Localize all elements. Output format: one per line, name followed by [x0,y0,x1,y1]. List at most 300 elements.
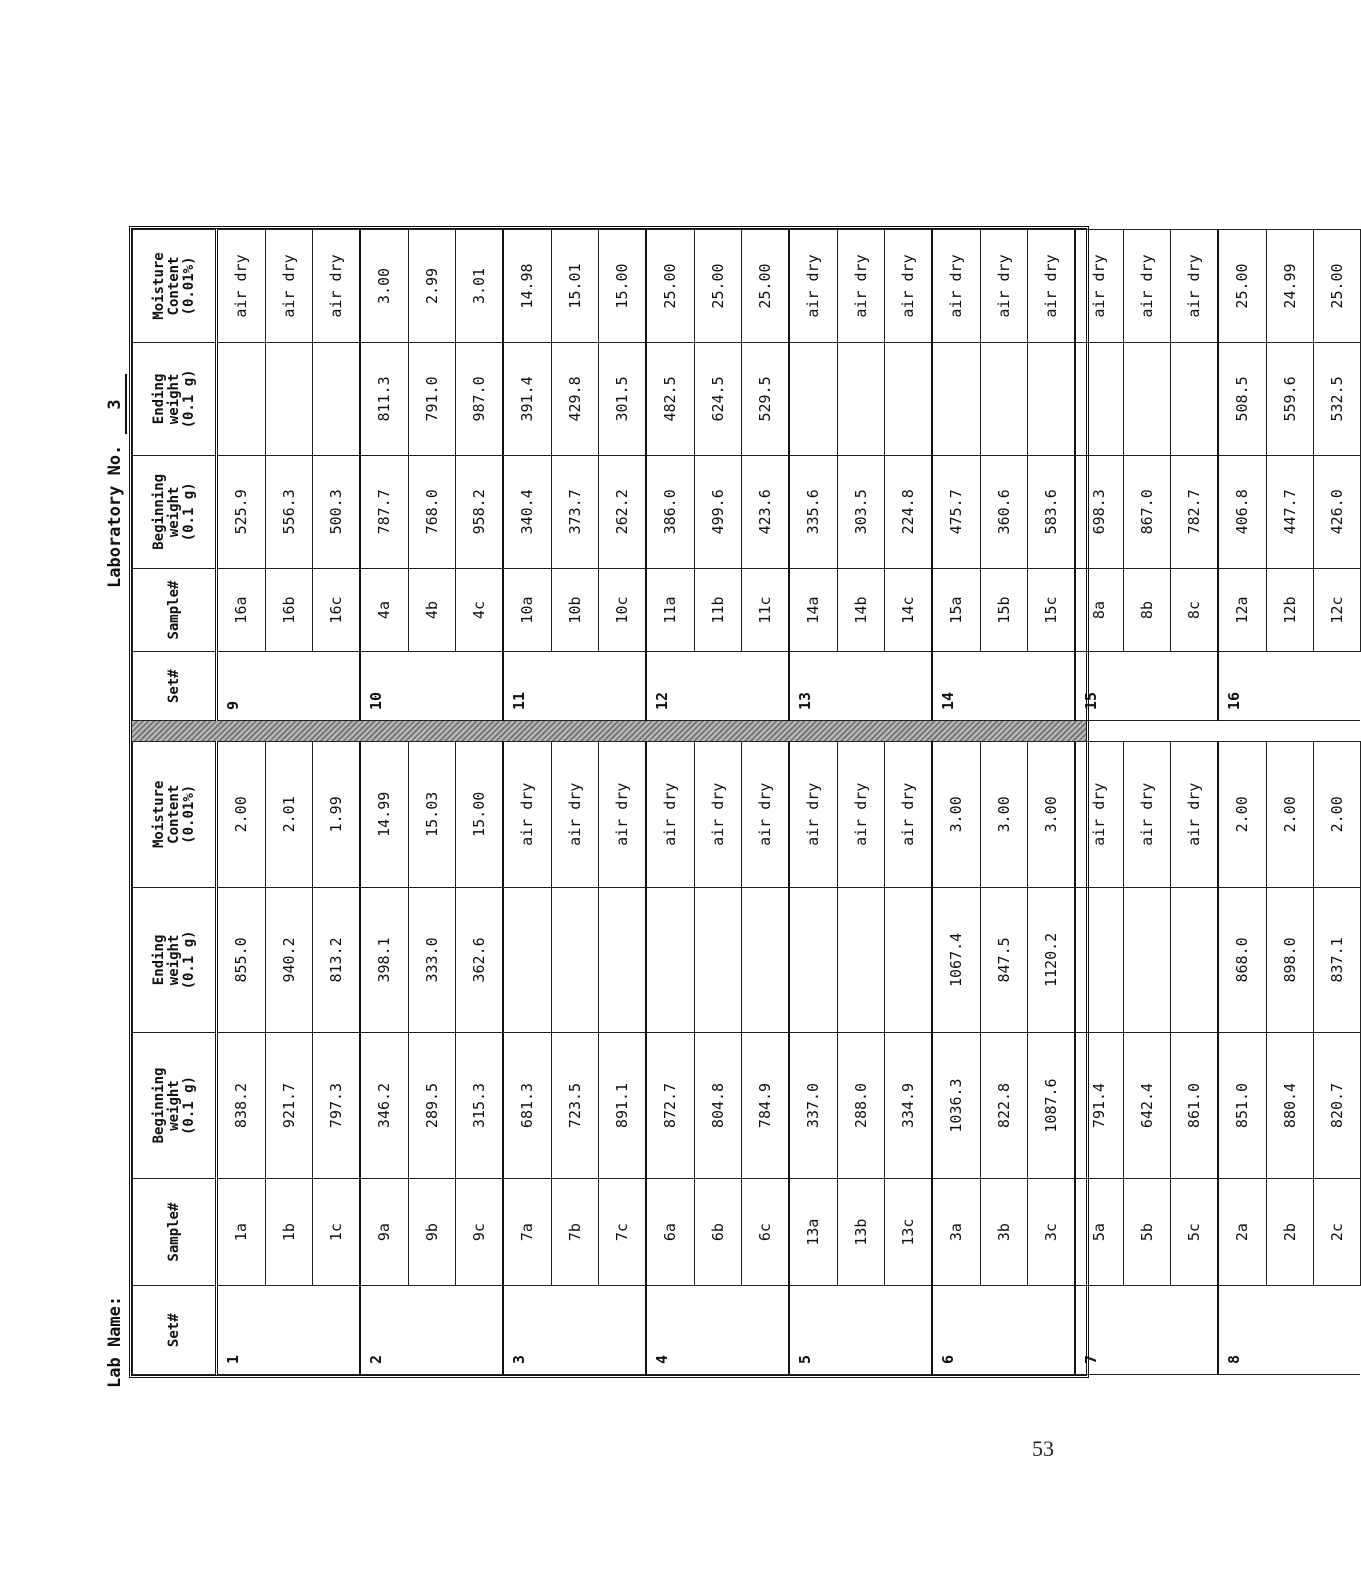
ending-weight-cell: 868.0 [1218,887,1266,1033]
table-row [598,230,646,721]
col-header-line: Ending [150,373,167,425]
set-number-cell: 10 [360,652,408,721]
ending-weight-cell: 837.1 [1313,887,1360,1033]
moisture-cell: 14.99 [360,742,408,888]
col-header-beginning [133,455,217,568]
set-number-cell: 12 [646,652,694,721]
table-row [1123,230,1170,721]
ending-weight-cell: 559.6 [1266,342,1313,455]
ending-weight-cell: 532.5 [1313,342,1360,455]
set-number-cell: 4 [646,1286,694,1375]
col-header-sample: Sample# [133,1178,217,1286]
set-number-cell [455,1286,503,1375]
ending-weight-cell [551,887,598,1033]
sample-cell: 5b [1123,1178,1170,1286]
table-row [1266,230,1313,721]
ending-weight-cell [265,342,312,455]
sample-cell: 6a [646,1178,694,1286]
sample-cell: 7c [598,1178,646,1286]
col-header-set: Set# [133,652,217,721]
beginning-weight-cell: 642.4 [1123,1033,1170,1179]
moisture-cell: air dry [884,230,932,343]
moisture-cell: air dry [980,230,1027,343]
table-row [1218,742,1266,1375]
sample-cell: 14c [884,568,932,651]
set-number-cell [884,652,932,721]
sample-cell: 10a [503,568,551,651]
set-number-cell: 14 [932,652,980,721]
beginning-weight-cell: 820.7 [1313,1033,1360,1179]
moisture-cell: air dry [837,230,884,343]
sample-cell: 4a [360,568,408,651]
set-number-cell [265,1286,312,1375]
table-row [360,742,408,1375]
set-number-cell [694,1286,741,1375]
beginning-weight-cell: 289.5 [408,1033,455,1179]
sample-cell: 16a [217,568,266,651]
set-number-cell [1313,1286,1360,1375]
sample-cell: 8b [1123,568,1170,651]
ending-weight-cell [217,342,266,455]
sample-cell: 2b [1266,1178,1313,1286]
table-row [837,742,884,1375]
table-row [741,230,789,721]
beginning-weight-cell: 804.8 [694,1033,741,1179]
beginning-weight-cell: 447.7 [1266,455,1313,568]
moisture-cell: air dry [884,742,932,888]
set-number-cell: 8 [1218,1286,1266,1375]
table-row [551,742,598,1375]
table-row [455,742,503,1375]
ending-weight-cell: 482.5 [646,342,694,455]
table-row [1170,230,1218,721]
set-number-cell: 6 [932,1286,980,1375]
set-number-cell [1027,652,1075,721]
moisture-cell: air dry [741,742,789,888]
beginning-weight-cell: 787.7 [360,455,408,568]
table-row [1313,742,1360,1375]
sample-cell: 13b [837,1178,884,1286]
sample-cell: 16c [312,568,360,651]
beginning-weight-cell: 698.3 [1075,455,1123,568]
moisture-cell: 3.00 [932,742,980,888]
sample-cell: 15b [980,568,1027,651]
sample-cell: 16b [265,568,312,651]
table-row [312,230,360,721]
col-header-ending [133,887,217,1033]
moisture-cell: air dry [598,742,646,888]
table-row [789,742,837,1375]
ending-weight-cell [1170,342,1218,455]
ending-weight-cell: 811.3 [360,342,408,455]
ending-weight-cell [598,887,646,1033]
set-number-cell [1266,1286,1313,1375]
ending-weight-cell [980,342,1027,455]
ending-weight-cell: 1067.4 [932,887,980,1033]
sample-cell: 5a [1075,1178,1123,1286]
beginning-weight-cell: 360.6 [980,455,1027,568]
col-header-line: weight [165,1080,182,1131]
moisture-cell: 3.00 [360,230,408,343]
beginning-weight-cell: 500.3 [312,455,360,568]
ending-weight-cell [1075,342,1123,455]
sample-cell: 5c [1170,1178,1218,1286]
col-header-ending [133,342,217,455]
set-number-cell [837,652,884,721]
table-row [980,230,1027,721]
moisture-cell: air dry [789,230,837,343]
sample-cell: 4c [455,568,503,651]
beginning-weight-cell: 1087.6 [1027,1033,1075,1179]
set-number-cell [741,652,789,721]
ending-weight-cell [884,887,932,1033]
beginning-weight-cell: 861.0 [1170,1033,1218,1179]
laboratory-number [105,374,127,588]
beginning-weight-cell: 406.8 [1218,455,1266,568]
col-header-line: (0.1 g) [180,369,197,429]
col-header-line: Ending [150,934,167,986]
set-number-cell [408,652,455,721]
beginning-weight-cell: 822.8 [980,1033,1027,1179]
table-row [1170,742,1218,1375]
moisture-cell: air dry [312,230,360,343]
sample-cell: 3c [1027,1178,1075,1286]
set-number-cell [694,652,741,721]
set-number-cell [598,652,646,721]
sample-cell: 11c [741,568,789,651]
moisture-cell: air dry [694,742,741,888]
ending-weight-cell [694,887,741,1033]
col-header-line: (0.01%) [180,784,197,844]
beginning-weight-cell: 681.3 [503,1033,551,1179]
moisture-cell: 1.99 [312,742,360,888]
ending-weight-cell: 301.5 [598,342,646,455]
table-row [408,742,455,1375]
beginning-weight-cell: 423.6 [741,455,789,568]
beginning-weight-cell: 1036.3 [932,1033,980,1179]
col-header-line: weight [165,486,182,538]
table-row [884,742,932,1375]
table-row [1266,742,1313,1375]
table-row [1027,230,1075,721]
table-row [646,230,694,721]
ending-weight-cell: 813.2 [312,887,360,1033]
set-number-cell: 13 [789,652,837,721]
table-row [408,230,455,721]
sample-cell: 13a [789,1178,837,1286]
moisture-cell: 24.99 [1266,230,1313,343]
table-row [932,230,980,721]
beginning-weight-cell: 340.4 [503,455,551,568]
beginning-weight-cell: 346.2 [360,1033,408,1179]
ending-weight-cell [312,342,360,455]
ending-weight-cell: 529.5 [741,342,789,455]
ending-weight-cell: 1120.2 [1027,887,1075,1033]
right-table [132,229,1361,721]
sample-cell: 4b [408,568,455,651]
left-table [132,741,1361,1375]
ending-weight-cell [837,887,884,1033]
sample-cell: 6c [741,1178,789,1286]
sample-cell: 2a [1218,1178,1266,1286]
set-number-cell [1123,652,1170,721]
beginning-weight-cell: 880.4 [1266,1033,1313,1179]
beginning-weight-cell: 583.6 [1027,455,1075,568]
ending-weight-cell [1123,342,1170,455]
set-number-cell [312,652,360,721]
beginning-weight-cell: 797.3 [312,1033,360,1179]
beginning-weight-cell: 851.0 [1218,1033,1266,1179]
ending-weight-cell: 333.0 [408,887,455,1033]
table-row [1027,742,1075,1375]
set-number-cell [1170,1286,1218,1375]
set-number-cell [265,652,312,721]
table-row [455,230,503,721]
beginning-weight-cell: 288.0 [837,1033,884,1179]
moisture-cell: air dry [1170,742,1218,888]
moisture-cell: air dry [1170,230,1218,343]
beginning-weight-cell: 958.2 [455,455,503,568]
table-row [551,230,598,721]
table-row [1313,230,1360,721]
col-header-moisture [133,230,217,343]
beginning-weight-cell: 768.0 [408,455,455,568]
beginning-weight-cell: 334.9 [884,1033,932,1179]
beginning-weight-cell: 784.9 [741,1033,789,1179]
ending-weight-cell: 398.1 [360,887,408,1033]
table-row [694,742,741,1375]
table-row [360,230,408,721]
sample-cell: 10c [598,568,646,651]
moisture-cell: 25.00 [646,230,694,343]
rotated-page [105,208,1346,1388]
ending-weight-cell [789,887,837,1033]
col-header-line: Content [165,784,182,844]
set-number-cell [551,652,598,721]
moisture-cell: 25.00 [1218,230,1266,343]
set-number-cell [1313,652,1360,721]
moisture-cell: 2.00 [1218,742,1266,888]
moisture-cell: 15.03 [408,742,455,888]
sample-cell: 11a [646,568,694,651]
beginning-weight-cell: 335.6 [789,455,837,568]
beginning-weight-cell: 499.6 [694,455,741,568]
beginning-weight-cell: 723.5 [551,1033,598,1179]
ending-weight-cell [1027,342,1075,455]
moisture-cell: 25.00 [1313,230,1360,343]
set-number-cell [551,1286,598,1375]
moisture-cell: air dry [1027,230,1075,343]
lab-no-label: Laboratory No. [105,444,125,588]
sample-cell: 8c [1170,568,1218,651]
set-number-cell [408,1286,455,1375]
set-number-cell: 5 [789,1286,837,1375]
table-row [598,742,646,1375]
data-table-frame [129,226,1346,1378]
ending-weight-cell [646,887,694,1033]
sample-cell: 12a [1218,568,1266,651]
lab-no-value: 3 [105,374,127,434]
moisture-cell: air dry [217,230,266,343]
table-row [312,742,360,1375]
col-header-line: Beginning [150,1067,167,1144]
sample-cell: 6b [694,1178,741,1286]
ending-weight-cell: 940.2 [265,887,312,1033]
table-row [1123,742,1170,1375]
sample-cell: 13c [884,1178,932,1286]
ending-weight-cell: 855.0 [217,887,266,1033]
sample-cell: 9c [455,1178,503,1286]
col-header-line: Moisture [150,252,167,320]
table-row [217,230,266,721]
set-number-cell: 2 [360,1286,408,1375]
sample-cell: 12c [1313,568,1360,651]
col-header-line: (0.1 g) [180,1075,197,1135]
moisture-cell: air dry [1123,230,1170,343]
set-number-cell [1266,652,1313,721]
ending-weight-cell: 362.6 [455,887,503,1033]
moisture-cell: air dry [1075,742,1123,888]
beginning-weight-cell: 315.3 [455,1033,503,1179]
col-header-line: (0.1 g) [180,482,197,542]
ending-weight-cell: 508.5 [1218,342,1266,455]
set-number-cell [1123,1286,1170,1375]
col-header-moisture [133,742,217,888]
set-number-cell: 9 [217,652,266,721]
page-number: 53 [1032,1436,1054,1461]
ending-weight-cell: 847.5 [980,887,1027,1033]
sample-cell: 15c [1027,568,1075,651]
shaded-divider [132,721,1086,741]
table-row [1218,230,1266,721]
col-header-line: Content [165,256,182,316]
table-row [503,230,551,721]
set-number-cell: 1 [217,1286,266,1375]
sample-cell: 1b [265,1178,312,1286]
moisture-cell: 3.01 [455,230,503,343]
ending-weight-cell [884,342,932,455]
col-header-line: (0.1 g) [180,930,197,990]
table-row [646,742,694,1375]
sample-cell: 7a [503,1178,551,1286]
moisture-cell: 15.00 [455,742,503,888]
table-row [741,742,789,1375]
beginning-weight-cell: 791.4 [1075,1033,1123,1179]
ending-weight-cell: 987.0 [455,342,503,455]
moisture-cell: 2.00 [217,742,266,888]
moisture-cell: air dry [837,742,884,888]
beginning-weight-cell: 475.7 [932,455,980,568]
beginning-weight-cell: 782.7 [1170,455,1218,568]
set-number-cell [598,1286,646,1375]
moisture-cell: 2.99 [408,230,455,343]
moisture-cell: 25.00 [694,230,741,343]
set-number-cell [1170,652,1218,721]
sample-cell: 15a [932,568,980,651]
left-table-half [132,741,1346,1375]
table-row [789,230,837,721]
beginning-weight-cell: 262.2 [598,455,646,568]
sample-cell: 9a [360,1178,408,1286]
sample-cell: 8a [1075,568,1123,651]
table-row [503,742,551,1375]
set-number-cell [980,652,1027,721]
col-header-beginning [133,1033,217,1179]
lab-name-label: Lab Name: [105,1295,125,1388]
ending-weight-cell [932,342,980,455]
moisture-cell: 2.00 [1266,742,1313,888]
table-row [1075,742,1123,1375]
ending-weight-cell: 624.5 [694,342,741,455]
table-row [265,230,312,721]
set-number-cell [980,1286,1027,1375]
col-header-line: weight [165,934,182,986]
ending-weight-cell [837,342,884,455]
sample-cell: 10b [551,568,598,651]
moisture-cell: air dry [646,742,694,888]
set-number-cell: 7 [1075,1286,1123,1375]
beginning-weight-cell: 386.0 [646,455,694,568]
beginning-weight-cell: 872.7 [646,1033,694,1179]
beginning-weight-cell: 426.0 [1313,455,1360,568]
col-header-line: (0.01%) [180,256,197,316]
sample-cell: 12b [1266,568,1313,651]
ending-weight-cell [503,887,551,1033]
table-row [884,230,932,721]
moisture-cell: air dry [1123,742,1170,888]
moisture-cell: 3.00 [1027,742,1075,888]
beginning-weight-cell: 921.7 [265,1033,312,1179]
sample-cell: 14a [789,568,837,651]
beginning-weight-cell: 867.0 [1123,455,1170,568]
moisture-cell: 15.00 [598,230,646,343]
set-number-cell: 16 [1218,652,1266,721]
beginning-weight-cell: 556.3 [265,455,312,568]
set-number-cell [837,1286,884,1375]
beginning-weight-cell: 891.1 [598,1033,646,1179]
moisture-cell: 2.00 [1313,742,1360,888]
set-number-cell [741,1286,789,1375]
sample-cell: 1c [312,1178,360,1286]
set-number-cell [312,1286,360,1375]
col-header-line: Beginning [150,473,167,550]
table-row [980,742,1027,1375]
set-number-cell [884,1286,932,1375]
set-number-cell: 15 [1075,652,1123,721]
ending-weight-cell: 791.0 [408,342,455,455]
moisture-cell: air dry [932,230,980,343]
beginning-weight-cell: 303.5 [837,455,884,568]
ending-weight-cell [789,342,837,455]
sample-cell: 3b [980,1178,1027,1286]
beginning-weight-cell: 525.9 [217,455,266,568]
beginning-weight-cell: 224.8 [884,455,932,568]
right-header-row [133,230,217,721]
beginning-weight-cell: 373.7 [551,455,598,568]
set-number-cell [1027,1286,1075,1375]
ending-weight-cell [741,887,789,1033]
moisture-cell: 3.00 [980,742,1027,888]
col-header-sample: Sample# [133,568,217,651]
sample-cell: 3a [932,1178,980,1286]
moisture-cell: air dry [1075,230,1123,343]
ending-weight-cell [1075,887,1123,1033]
col-header-line: Moisture [150,780,167,849]
moisture-cell: air dry [789,742,837,888]
moisture-cell: 2.01 [265,742,312,888]
table-row [265,742,312,1375]
col-header-line: weight [165,373,182,425]
